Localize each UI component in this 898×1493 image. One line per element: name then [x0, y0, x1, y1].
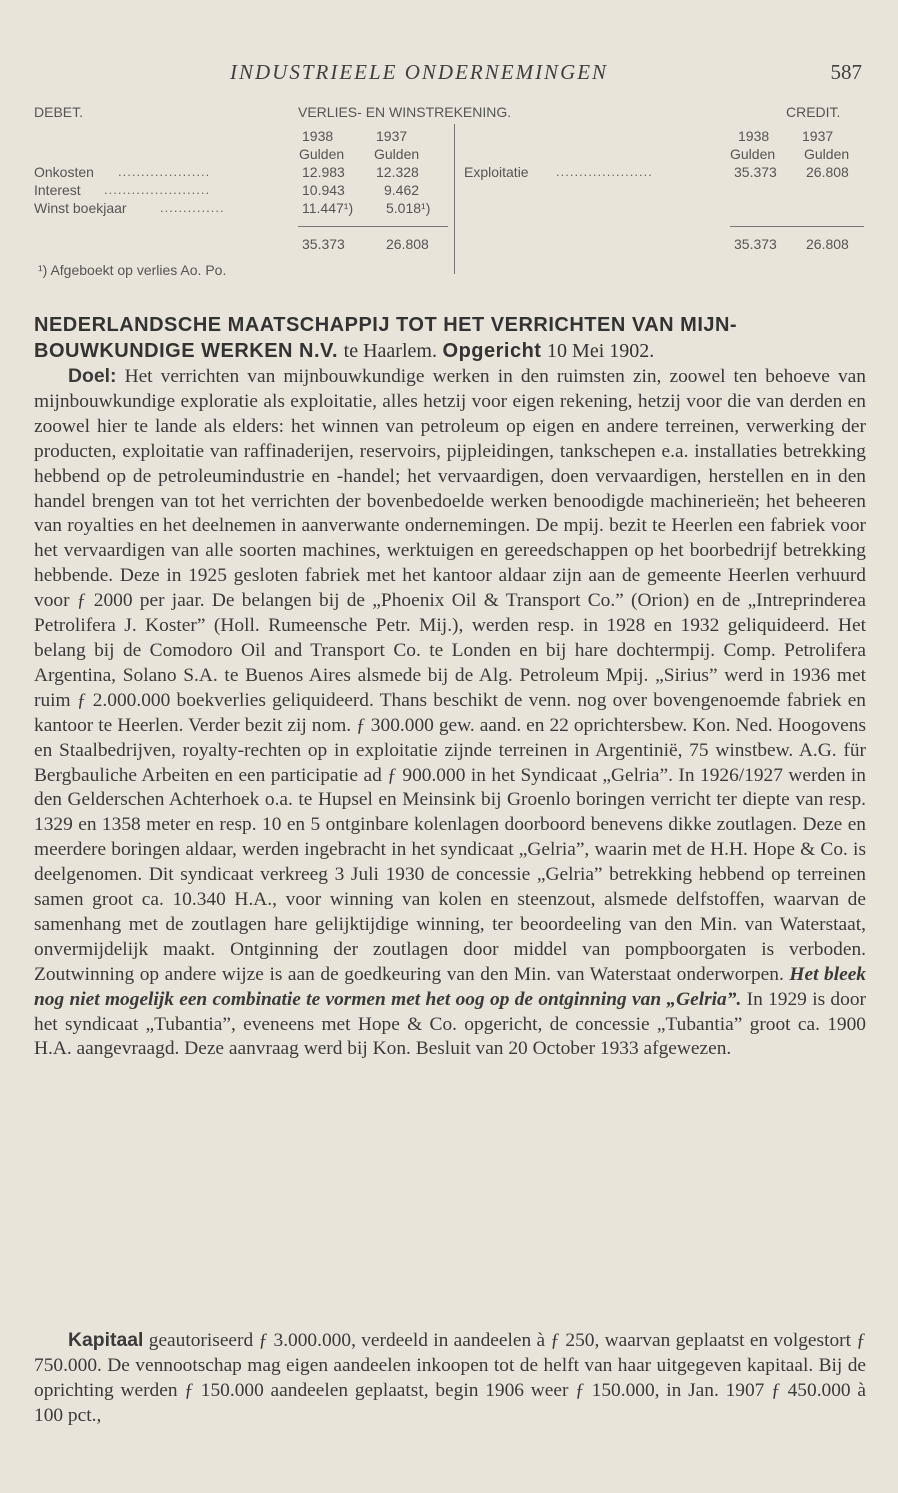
founded-date: 10 Mei 1902.: [547, 340, 655, 362]
kapitaal-paragraph: [34, 1328, 866, 1429]
credit-label: CREDIT.: [786, 104, 841, 120]
debit-total-1938: 35.373: [302, 236, 345, 252]
doel-italic-text: Het bleek nog niet mogelijk een combinatie te vormen met het oog op de ontginning van „Gelria”.: [34, 963, 866, 1010]
debit-row-1937: 9.462: [384, 182, 420, 198]
account-divider: [454, 124, 455, 274]
debit-row-label: Interest: [34, 182, 81, 198]
credit-total-1937: 26.808: [806, 236, 849, 252]
company-heading: [34, 312, 866, 364]
company-name-line2: BOUWKUNDIGE WERKEN N.V.: [34, 340, 339, 362]
doel-paragraph: [34, 364, 866, 1062]
credit-year-1937: 1937: [802, 128, 834, 144]
credit-row-label: Exploitatie: [464, 164, 529, 180]
debit-unit-1938: Gulden: [299, 146, 345, 162]
profit-loss-account: [34, 100, 864, 290]
running-title: INDUSTRIEELE ONDERNEMINGEN: [230, 60, 609, 84]
debit-row-1937: 5.018¹): [386, 200, 431, 216]
company-location: te Haarlem.: [343, 340, 437, 362]
page-header: [230, 60, 862, 90]
credit-unit-1938: Gulden: [730, 146, 776, 162]
debit-total-rule: [298, 226, 448, 227]
debit-row-label: Onkosten: [34, 164, 94, 180]
credit-unit-1937: Gulden: [804, 146, 850, 162]
leader-dots: ..............: [160, 200, 225, 215]
account-title: VERLIES- EN WINSTREKENING.: [298, 104, 512, 120]
debet-label: DEBET.: [34, 104, 84, 120]
debit-year-1938: 1938: [302, 128, 334, 144]
doel-label: Doel:: [68, 365, 117, 387]
debit-year-1937: 1937: [376, 128, 408, 144]
debit-row-1938: 10.943: [302, 182, 345, 198]
doel-text-continued: In 1929 is door het syndicaat „Tubantia”, eveneens met Hope & Co. opgericht, de concessie „Tubantia” groot ca. 1900 H.A. aangevraagd. Deze aanvraag werd bij Kon. Besluit van 20 October 1933 afgewezen.: [34, 988, 866, 1060]
debit-unit-1937: Gulden: [374, 146, 420, 162]
debit-total-1937: 26.808: [386, 236, 429, 252]
credit-total-rule: [730, 226, 864, 227]
leader-dots: .......................: [104, 182, 211, 197]
debit-row-1937: 12.328: [376, 164, 419, 180]
company-name-line1: NEDERLANDSCHE MAATSCHAPPIJ TOT HET VERRICHTEN VAN MIJN-: [34, 314, 738, 336]
credit-row-1937: 26.808: [806, 164, 849, 180]
kapitaal-text: geautoriseerd ƒ 3.000.000, verdeeld in aandeelen à ƒ 250, waarvan geplaatst en volgestort ƒ 750.000. De vennootschap mag eigen aandeelen inkoopen tot de helft van haar uitgegeven kapitaal. Bij de oprichting werden ƒ 150.000 aandeelen geplaatst, begin 1906 weer ƒ 150.000, in Jan. 1907 ƒ 450.000 à 100 pct.,: [34, 1330, 866, 1426]
kapitaal-label: Kapitaal: [68, 1329, 144, 1351]
credit-year-1938: 1938: [738, 128, 770, 144]
debit-row-1938: 12.983: [302, 164, 345, 180]
leader-dots: .....................: [556, 164, 653, 179]
credit-row-1938: 35.373: [734, 164, 777, 180]
account-footnote: ¹) Afgeboekt op verlies Ao. Po.: [38, 262, 227, 278]
page-number: 587: [830, 60, 862, 84]
doel-text: Het verrichten van mijnbouwkundige werken in den ruimsten zin, zoowel ten behoeve van mijnbouwkundige exploratie als exploitatie, alles hetzij voor eigen rekening, hetzij voor die van derden en zoowel hier te lande als elders: het winnen van petroleum op eigen en andere terreinen, verwerking der producten, exploitatie van raffinaderijen, reservoirs, pijpleidingen, tankschepen e.a. installaties betrekking hebbend op de petroleumindustrie en -handel; het vervaardigen, doen vervaardigen, herstellen en in den handel brengen van tot het verrichten der bovenbedoelde werken benoodigde machinerieën; het beheeren van royalties en het deelnemen in aanverwante ondernemingen. De mpij. bezit te Heerlen een fabriek voor het vervaardigen van alle soorten machines, werktuigen en gereedschappen op het boorbedrijf betrekking hebbende. Deze in 1925 gesloten fabriek met het kantoor aldaar zijn aan de gemeente Heerlen verhuurd voor ƒ 2000 per jaar. De belangen bij de „Phoenix Oil & Transport Co.” (Orion) en de „Intreprinderea Petrolifera J. Koster” (Holl. Rumeensche Petr. Mij.), werden resp. in 1928 en 1932 geliquideerd. Het belang bij de Comodoro Oil and Transport Co. te Londen en bij hare dochtermpij. Comp. Petrolifera Argentina, Solano S.A. te Buenos Aires alsmede bij de Alg. Petroleum Mpij. „Sirius” werd in 1936 met ruim ƒ 2.000.000 boekverlies geliquideerd. Thans beschikt de venn. nog over bovengenoemde fabriek en kantoor te Heerlen. Verder bezit zij nom. ƒ 300.000 gew. aand. en 22 oprichtersbew. Kon. Ned. Hoogovens en Staalbedrijven, royalty-rechten op in exploitatie zijnde terreinen in Argentinië, 75 winstbew. A.G. für Bergbauliche Arbeiten en een participatie ad ƒ 900.000 in het Syndicaat „Gelria”. In 1926/1927 werden in den Gelderschen Achterhoek o.a. te Hupsel en Meinsink bij Groenlo boringen verricht ter diepte van resp. 1329 en 1358 meter en resp. 10 en 5 ontginbare kolenlagen doorboord benevens dikke zoutlagen. Deze en meerdere boringen aldaar, werden ingebracht in het syndicaat „Gelria”, waarin met de H.H. Hope & Co. is deelgenomen. Dit syndicaat verkreeg 3 Juli 1930 de concessie „Gelria” betrekking hebbend op terreinen samen groot ca. 10.340 H.A., voor winning van kolen en steenzout, alsmede delfstoffen, waarvan de samenhang met de zoutlagen hare gelijktijdige winning, ter beoordeeling van den Min. van Waterstaat, onvermijdelijk maakt. Ontginning der zoutlagen door middel van pompboorgaten is verboden. Zoutwinning op andere wijze is aan de goedkeuring van den Min. van Waterstaat onderworpen.: [34, 366, 866, 985]
leader-dots: ....................: [118, 164, 211, 179]
debit-row-1938: 11.447¹): [302, 200, 354, 216]
credit-total-1938: 35.373: [734, 236, 777, 252]
debit-row-label: Winst boekjaar: [34, 200, 127, 216]
founded-label: Opgericht: [442, 340, 542, 362]
